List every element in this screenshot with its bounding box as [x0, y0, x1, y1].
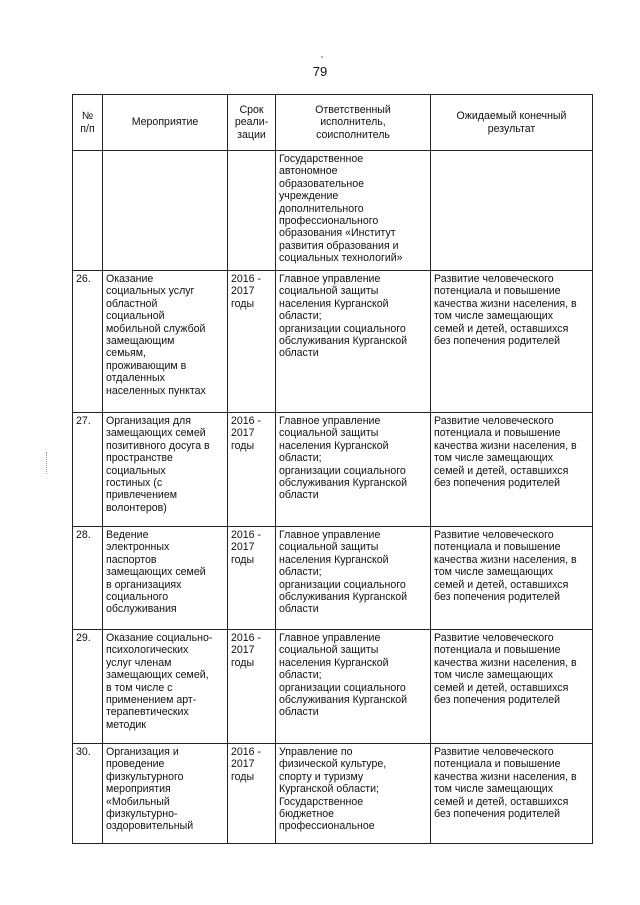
table-row — [73, 630, 593, 744]
row-event: Ведение электронных паспортов замещающих семей в организациях социального обслуживания — [103, 527, 228, 630]
table-header-row — [73, 95, 593, 151]
page-number: 79 — [312, 64, 328, 79]
row-number: 29. — [73, 630, 103, 744]
scan-speck — [321, 56, 323, 58]
row-result: Развитие человеческого потенциала и повышение качества жизни населения, в том числе замещающих семей и детей, оставшихся без попечения родителей — [431, 271, 593, 413]
row-event: Организация для замещающих семей позитивного досуга в пространстве социальных гостиных (с привлечением волонтеров) — [103, 413, 228, 527]
row-result: Развитие человеческого потенциала и повышение качества жизни населения, в том числе замещающих семей и детей, оставшихся без попечения родителей — [431, 744, 593, 844]
row-number: 30. — [73, 744, 103, 844]
row-result: Развитие человеческого потенциала и повышение качества жизни населения, в том числе замещающих семей и детей, оставшихся без попечения родителей — [431, 527, 593, 630]
header-event: Мероприятие — [103, 95, 228, 151]
row-number: 28. — [73, 527, 103, 630]
header-result: Ожидаемый конечный результат — [431, 95, 593, 151]
row-event: Оказание социально- психологических услуг членам замещающих семей, в том числе с применением арт- терапевтических методик — [103, 630, 228, 744]
row-result: Развитие человеческого потенциала и повышение качества жизни населения, в том числе замещающих семей и детей, оставшихся без попечения родителей — [431, 630, 593, 744]
row-period: 2016 - 2017 годы — [228, 527, 276, 630]
row-executor: Главное управление социальной защиты населения Курганской области; организации социального обслуживания Курганской области — [276, 271, 431, 413]
table-row — [73, 527, 593, 630]
row-executor: Управление по физической культуре, спорту и туризму Курганской области; Государственное бюджетное профессиональное — [276, 744, 431, 844]
margin-mark — [46, 452, 49, 474]
row-period — [228, 151, 276, 271]
header-period: Срок реали- зации — [228, 95, 276, 151]
header-executor: Ответственный исполнитель, соисполнитель — [276, 95, 431, 151]
row-number: 26. — [73, 271, 103, 413]
row-result: Развитие человеческого потенциала и повышение качества жизни населения, в том числе замещающих семей и детей, оставшихся без попечения родителей — [431, 413, 593, 527]
table-row — [73, 413, 593, 527]
row-event — [103, 151, 228, 271]
table-row — [73, 271, 593, 413]
table-row — [73, 744, 593, 844]
row-event: Оказание социальных услуг областной социальной мобильной службой замещающим семьям, проживающим в отдаленных населенных пунктах — [103, 271, 228, 413]
row-number — [73, 151, 103, 271]
row-number: 27. — [73, 413, 103, 527]
measures-table — [72, 94, 593, 844]
row-result — [431, 151, 593, 271]
row-period: 2016 - 2017 годы — [228, 630, 276, 744]
row-executor: Главное управление социальной защиты населения Курганской области; организации социального обслуживания Курганской области — [276, 630, 431, 744]
table-row — [73, 151, 593, 271]
row-executor: Главное управление социальной защиты населения Курганской области; организации социального обслуживания Курганской области — [276, 413, 431, 527]
row-executor: Главное управление социальной защиты населения Курганской области; организации социального обслуживания Курганской области — [276, 527, 431, 630]
header-number: № п/п — [73, 95, 103, 151]
row-event: Организация и проведение физкультурного мероприятия «Мобильный физкультурно- оздоровительный — [103, 744, 228, 844]
row-period: 2016 - 2017 годы — [228, 271, 276, 413]
row-period: 2016 - 2017 годы — [228, 744, 276, 844]
row-executor: Государственное автономное образовательное учреждение дополнительного профессионального образования «Институт развития образования и социальных технологий» — [276, 151, 431, 271]
row-period: 2016 - 2017 годы — [228, 413, 276, 527]
